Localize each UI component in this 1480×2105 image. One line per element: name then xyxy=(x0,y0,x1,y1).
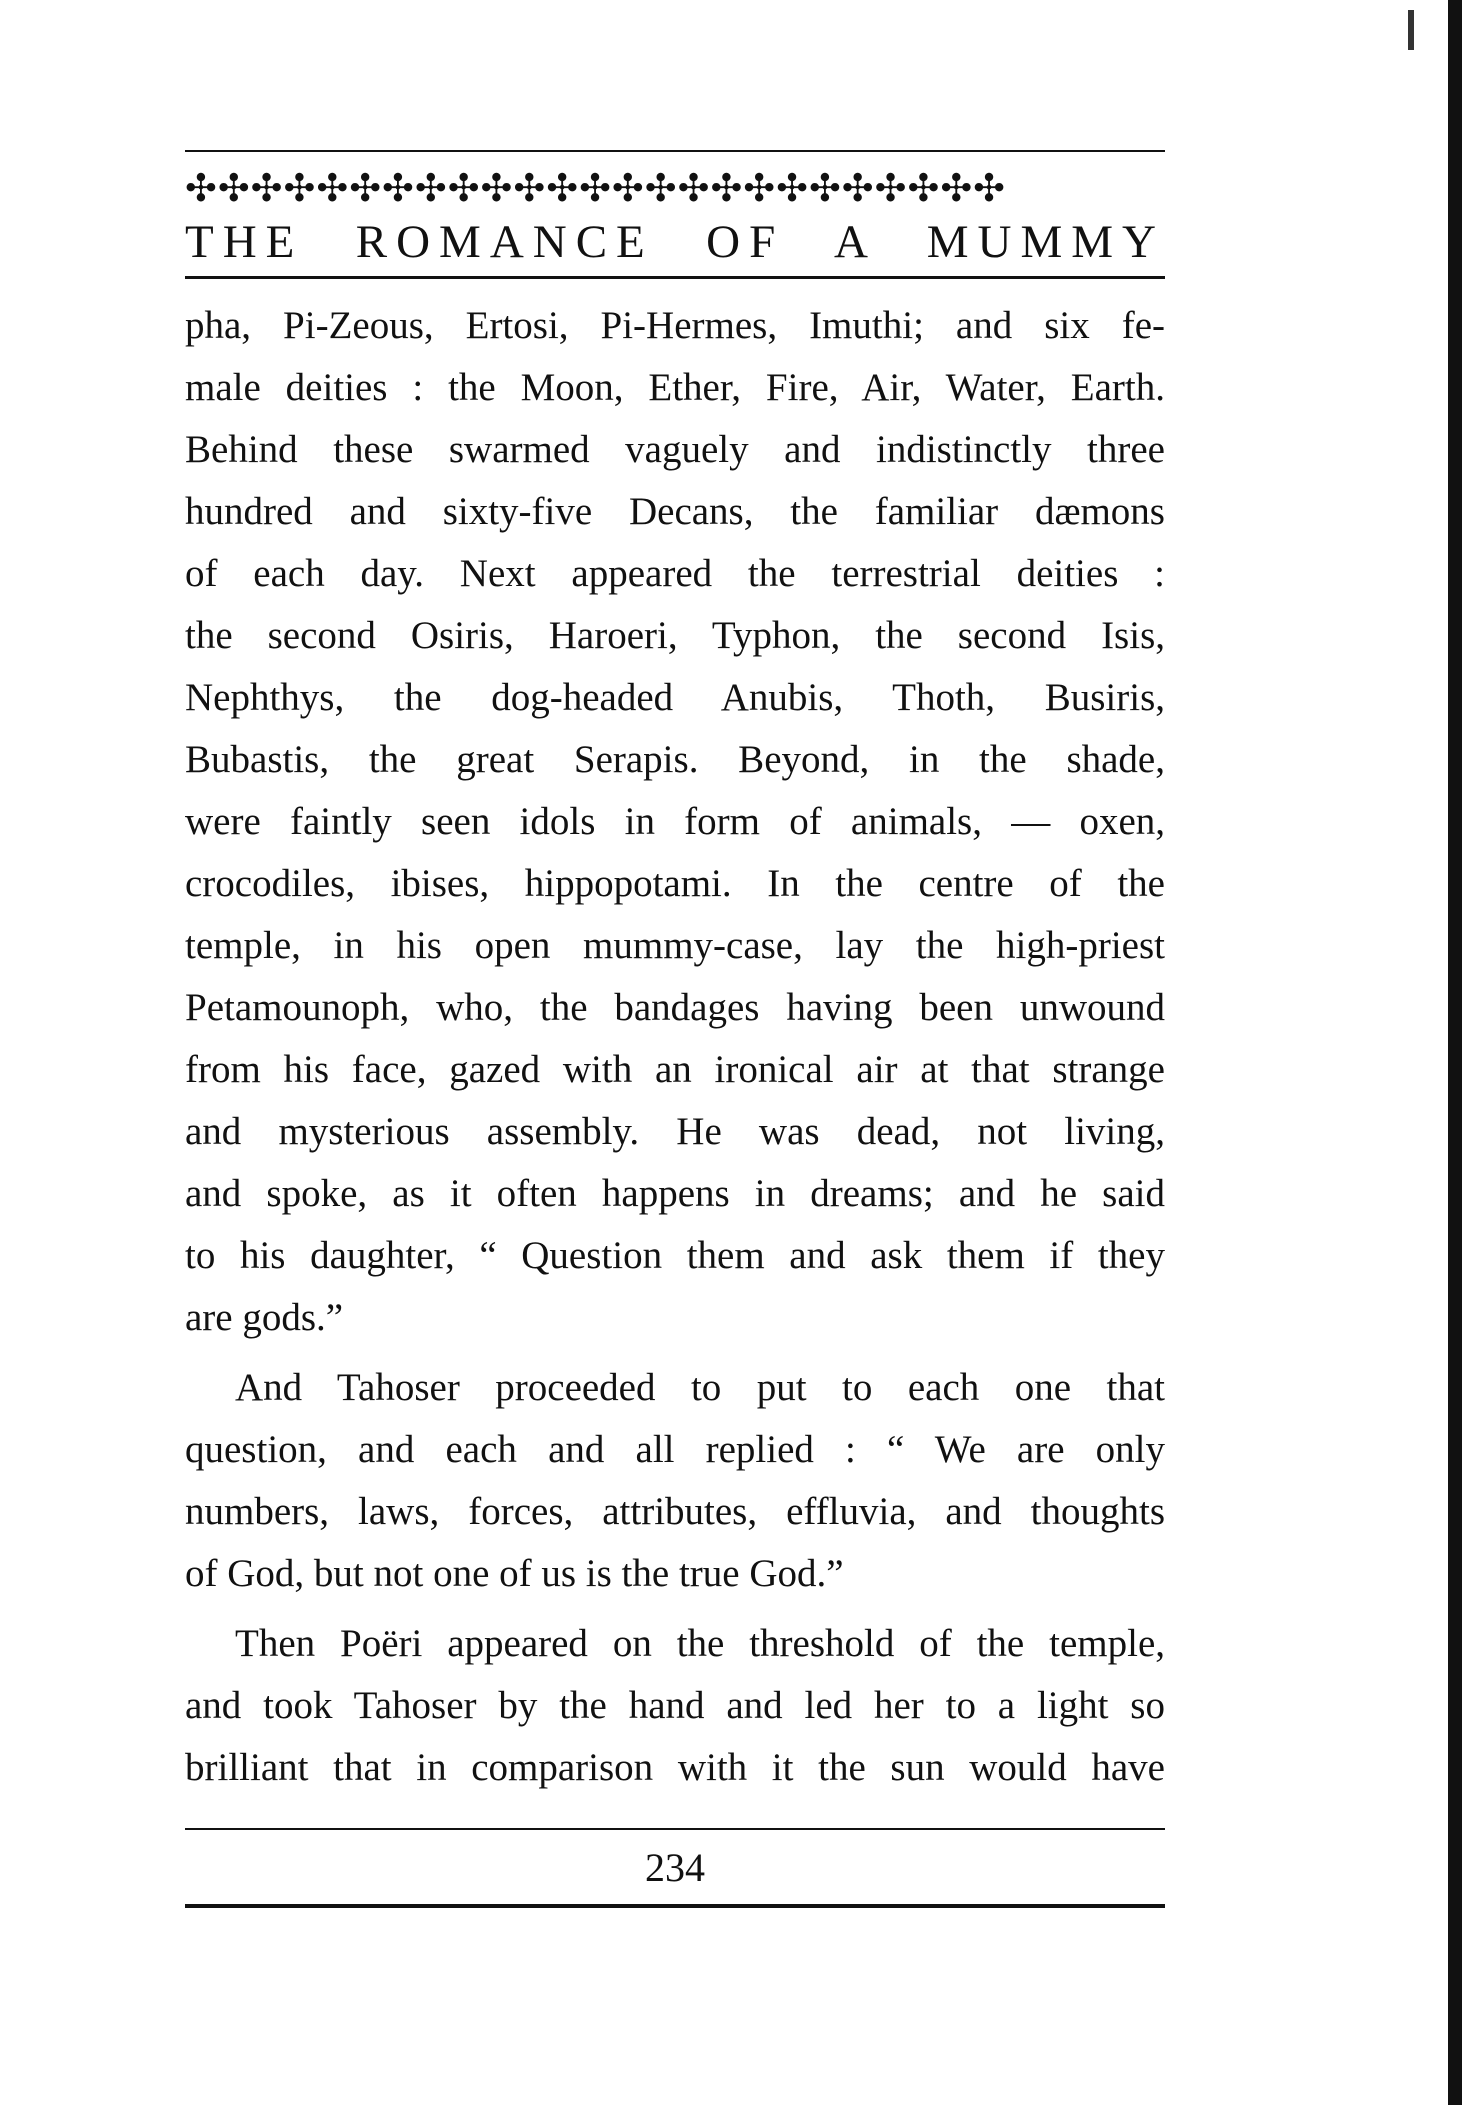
text-line: brilliant that in comparison with it the sun would have xyxy=(185,1746,1165,1789)
text-line: of God, but not one of us is the true God.” xyxy=(185,1552,844,1595)
footer-top-rule xyxy=(185,1828,1165,1830)
header-bottom-rule xyxy=(185,276,1165,279)
text-line: Bubastis, the great Serapis. Beyond, in the shade, xyxy=(185,738,1165,781)
header-top-rule xyxy=(185,150,1165,152)
text-line: of each day. Next appeared the terrestrial deities : xyxy=(185,552,1165,595)
footer-bottom-rule xyxy=(185,1904,1165,1908)
header-ornament-row: ✣✣✣✣✣✣✣✣✣✣✣✣✣✣✣✣✣✣✣✣✣✣✣✣✣ xyxy=(185,166,1006,210)
text-line: and mysterious assembly. He was dead, not living, xyxy=(185,1110,1165,1153)
text-line: hundred and sixty-five Decans, the familiar dæmons xyxy=(185,490,1165,533)
text-line: crocodiles, ibises, hippopotami. In the centre of the xyxy=(185,862,1165,905)
text-line: Nephthys, the dog-headed Anubis, Thoth, Busiris, xyxy=(185,676,1165,719)
text-line: were faintly seen idols in form of animals, — oxen, xyxy=(185,800,1165,843)
text-line: Behind these swarmed vaguely and indistinctly three xyxy=(185,428,1165,471)
binding-mark xyxy=(1408,10,1414,50)
paragraph-1 xyxy=(185,295,1165,1349)
page-binding-edge xyxy=(1448,0,1462,2105)
page-number: 234 xyxy=(645,1845,705,1890)
text-line: And Tahoser proceeded to put to each one that xyxy=(235,1366,1165,1409)
text-line: and spoke, as it often happens in dreams; and he said xyxy=(185,1172,1165,1215)
text-line: question, and each and all replied : “ We are only xyxy=(185,1428,1165,1471)
text-line: Then Poëri appeared on the threshold of the temple, xyxy=(235,1622,1165,1665)
text-line: temple, in his open mummy-case, lay the high-priest xyxy=(185,924,1165,967)
text-line: to his daughter, “ Question them and ask them if they xyxy=(185,1234,1165,1277)
page-content xyxy=(185,150,1165,1807)
body-text xyxy=(185,295,1165,1799)
text-line: Petamounoph, who, the bandages having been unwound xyxy=(185,986,1165,1029)
text-line: from his face, gazed with an ironical air at that strange xyxy=(185,1048,1165,1091)
running-title: THE ROMANCE OF A MUMMY xyxy=(185,216,1165,268)
page-footer xyxy=(185,1828,1165,1908)
text-line: and took Tahoser by the hand and led her to a light so xyxy=(185,1684,1165,1727)
text-line: the second Osiris, Haroeri, Typhon, the second Isis, xyxy=(185,614,1165,657)
paragraph-2 xyxy=(185,1357,1165,1605)
text-line: male deities : the Moon, Ether, Fire, Air, Water, Earth. xyxy=(185,366,1165,409)
text-line: pha, Pi-Zeous, Ertosi, Pi-Hermes, Imuthi; and six fe- xyxy=(185,304,1165,347)
text-line: are gods.” xyxy=(185,1296,344,1339)
text-line: numbers, laws, forces, attributes, effluvia, and thoughts xyxy=(185,1490,1165,1533)
paragraph-3 xyxy=(185,1613,1165,1799)
